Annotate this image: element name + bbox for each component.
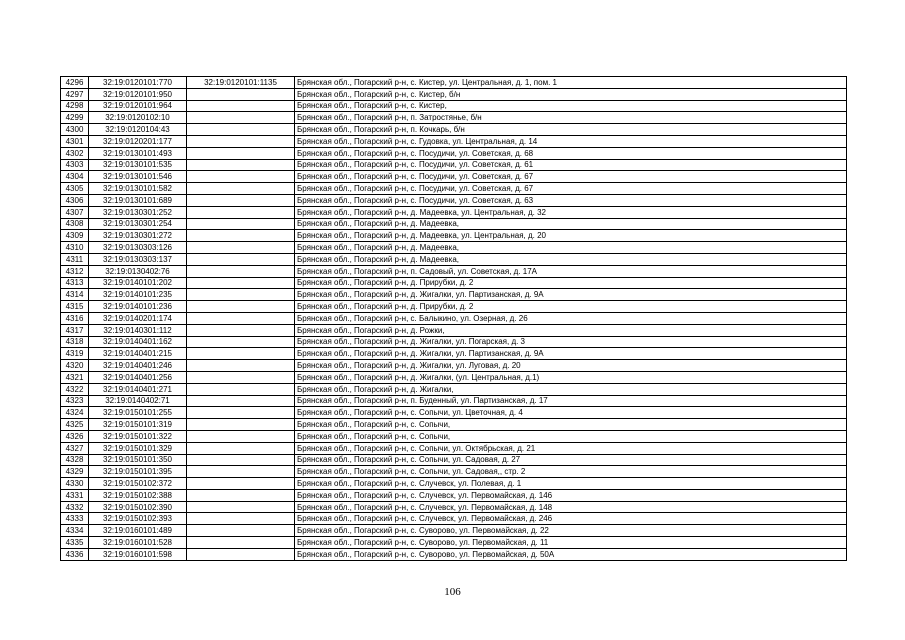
address-cell: Брянская обл., Погарский р-н, с. Сопычи, <box>295 430 847 442</box>
row-number-cell: 4304 <box>61 171 89 183</box>
address-cell: Брянская обл., Погарский р-н, с. Посудичи, ул. Советская, д. 61 <box>295 159 847 171</box>
address-cell: Брянская обл., Погарский р-н, д. Мадеевка, <box>295 218 847 230</box>
cadastral-number-cell: 32:19:0120201:177 <box>89 135 187 147</box>
table-row <box>61 301 847 313</box>
table-row <box>61 548 847 560</box>
parent-cadastral-number-cell <box>187 277 295 289</box>
address-cell: Брянская обл., Погарский р-н, с. Посудичи, ул. Советская, д. 67 <box>295 171 847 183</box>
table-row <box>61 360 847 372</box>
table-row <box>61 537 847 549</box>
row-number-cell: 4309 <box>61 230 89 242</box>
row-number-cell: 4302 <box>61 147 89 159</box>
address-cell: Брянская обл., Погарский р-н, с. Суворово, ул. Первомайская, д. 50А <box>295 548 847 560</box>
table-row <box>61 194 847 206</box>
address-cell: Брянская обл., Погарский р-н, п. Затростянье, б/н <box>295 112 847 124</box>
parent-cadastral-number-cell <box>187 383 295 395</box>
table-row <box>61 395 847 407</box>
cadastral-number-cell: 32:19:0130101:546 <box>89 171 187 183</box>
row-number-cell: 4336 <box>61 548 89 560</box>
parent-cadastral-number-cell <box>187 183 295 195</box>
parent-cadastral-number-cell <box>187 289 295 301</box>
row-number-cell: 4297 <box>61 88 89 100</box>
address-cell: Брянская обл., Погарский р-н, с. Случевск, ул. Первомайская, д. 246 <box>295 513 847 525</box>
parent-cadastral-number-cell <box>187 407 295 419</box>
row-number-cell: 4333 <box>61 513 89 525</box>
cadastral-number-cell: 32:19:0140401:271 <box>89 383 187 395</box>
address-cell: Брянская обл., Погарский р-н, д. Жигалки, (ул. Центральная, д.1) <box>295 371 847 383</box>
cadastral-number-cell: 32:19:0120101:950 <box>89 88 187 100</box>
parent-cadastral-number-cell <box>187 206 295 218</box>
address-cell: Брянская обл., Погарский р-н, с. Случевск, ул. Полевая, д. 1 <box>295 478 847 490</box>
cadastral-number-cell: 32:19:0160101:489 <box>89 525 187 537</box>
table-row <box>61 525 847 537</box>
row-number-cell: 4296 <box>61 77 89 89</box>
parent-cadastral-number-cell <box>187 348 295 360</box>
cadastral-number-cell: 32:19:0150101:255 <box>89 407 187 419</box>
address-cell: Брянская обл., Погарский р-н, п. Кочкарь, б/н <box>295 124 847 136</box>
parent-cadastral-number-cell <box>187 501 295 513</box>
cadastral-number-cell: 32:19:0130301:252 <box>89 206 187 218</box>
row-number-cell: 4306 <box>61 194 89 206</box>
table-row <box>61 265 847 277</box>
address-cell: Брянская обл., Погарский р-н, с. Посудичи, ул. Советская, д. 68 <box>295 147 847 159</box>
row-number-cell: 4323 <box>61 395 89 407</box>
cadastral-number-cell: 32:19:0140401:162 <box>89 336 187 348</box>
table-row <box>61 430 847 442</box>
parent-cadastral-number-cell <box>187 124 295 136</box>
table-row <box>61 230 847 242</box>
row-number-cell: 4308 <box>61 218 89 230</box>
cadastral-number-cell: 32:19:0140301:112 <box>89 324 187 336</box>
row-number-cell: 4320 <box>61 360 89 372</box>
register-table-body <box>61 77 847 561</box>
table-row <box>61 124 847 136</box>
cadastral-number-cell: 32:19:0140402:71 <box>89 395 187 407</box>
cadastral-number-cell: 32:19:0130101:493 <box>89 147 187 159</box>
cadastral-number-cell: 32:19:0140401:256 <box>89 371 187 383</box>
table-row <box>61 147 847 159</box>
row-number-cell: 4312 <box>61 265 89 277</box>
row-number-cell: 4334 <box>61 525 89 537</box>
row-number-cell: 4319 <box>61 348 89 360</box>
parent-cadastral-number-cell <box>187 489 295 501</box>
parent-cadastral-number-cell <box>187 112 295 124</box>
row-number-cell: 4298 <box>61 100 89 112</box>
table-row <box>61 77 847 89</box>
cadastral-number-cell: 32:19:0140401:215 <box>89 348 187 360</box>
address-cell: Брянская обл., Погарский р-н, с. Случевск, ул. Первомайская, д. 146 <box>295 489 847 501</box>
row-number-cell: 4316 <box>61 312 89 324</box>
row-number-cell: 4303 <box>61 159 89 171</box>
parent-cadastral-number-cell <box>187 135 295 147</box>
table-row <box>61 218 847 230</box>
address-cell: Брянская обл., Погарский р-н, с. Посудичи, ул. Советская, д. 63 <box>295 194 847 206</box>
address-cell: Брянская обл., Погарский р-н, с. Сопычи, ул. Садовая,, стр. 2 <box>295 466 847 478</box>
parent-cadastral-number-cell <box>187 466 295 478</box>
table-row <box>61 489 847 501</box>
table-row <box>61 277 847 289</box>
cadastral-number-cell: 32:19:0130101:582 <box>89 183 187 195</box>
parent-cadastral-number-cell <box>187 513 295 525</box>
table-row <box>61 501 847 513</box>
address-cell: Брянская обл., Погарский р-н, д. Мадеевка, <box>295 253 847 265</box>
cadastral-number-cell: 32:19:0150101:329 <box>89 442 187 454</box>
row-number-cell: 4317 <box>61 324 89 336</box>
table-row <box>61 312 847 324</box>
row-number-cell: 4314 <box>61 289 89 301</box>
address-cell: Брянская обл., Погарский р-н, д. Мадеевка, ул. Центральная, д. 20 <box>295 230 847 242</box>
row-number-cell: 4328 <box>61 454 89 466</box>
address-cell: Брянская обл., Погарский р-н, п. Буденный, ул. Партизанская, д. 17 <box>295 395 847 407</box>
table-row <box>61 336 847 348</box>
cadastral-number-cell: 32:19:0150101:350 <box>89 454 187 466</box>
parent-cadastral-number-cell <box>187 230 295 242</box>
parent-cadastral-number-cell <box>187 100 295 112</box>
cadastral-number-cell: 32:19:0130402:76 <box>89 265 187 277</box>
address-cell: Брянская обл., Погарский р-н, д. Прирубки, д. 2 <box>295 277 847 289</box>
cadastral-number-cell: 32:19:0140101:236 <box>89 301 187 313</box>
cadastral-number-cell: 32:19:0160101:598 <box>89 548 187 560</box>
address-cell: Брянская обл., Погарский р-н, д. Мадеевка, ул. Центральная, д. 32 <box>295 206 847 218</box>
row-number-cell: 4326 <box>61 430 89 442</box>
table-row <box>61 289 847 301</box>
address-cell: Брянская обл., Погарский р-н, с. Сопычи, ул. Цветочная, д. 4 <box>295 407 847 419</box>
parent-cadastral-number-cell <box>187 442 295 454</box>
parent-cadastral-number-cell <box>187 537 295 549</box>
table-row <box>61 112 847 124</box>
row-number-cell: 4324 <box>61 407 89 419</box>
cadastral-number-cell: 32:19:0130301:272 <box>89 230 187 242</box>
cadastral-number-cell: 32:19:0120101:964 <box>89 100 187 112</box>
cadastral-number-cell: 32:19:0130101:535 <box>89 159 187 171</box>
row-number-cell: 4329 <box>61 466 89 478</box>
row-number-cell: 4299 <box>61 112 89 124</box>
address-cell: Брянская обл., Погарский р-н, с. Суворово, ул. Первомайская, д. 22 <box>295 525 847 537</box>
row-number-cell: 4313 <box>61 277 89 289</box>
table-row <box>61 171 847 183</box>
address-cell: Брянская обл., Погарский р-н, д. Рожки, <box>295 324 847 336</box>
parent-cadastral-number-cell <box>187 430 295 442</box>
property-register-table <box>60 76 847 561</box>
row-number-cell: 4325 <box>61 419 89 431</box>
table-row <box>61 135 847 147</box>
parent-cadastral-number-cell <box>187 336 295 348</box>
cadastral-number-cell: 32:19:0140201:174 <box>89 312 187 324</box>
address-cell: Брянская обл., Погарский р-н, д. Жигалки, ул. Партизанская, д. 9А <box>295 289 847 301</box>
address-cell: Брянская обл., Погарский р-н, д. Жигалки, <box>295 383 847 395</box>
table-row <box>61 383 847 395</box>
address-cell: Брянская обл., Погарский р-н, д. Мадеевка, <box>295 242 847 254</box>
cadastral-number-cell: 32:19:0120104:43 <box>89 124 187 136</box>
cadastral-number-cell: 32:19:0130101:689 <box>89 194 187 206</box>
cadastral-number-cell: 32:19:0150101:395 <box>89 466 187 478</box>
address-cell: Брянская обл., Погарский р-н, п. Садовый, ул. Советская, д. 17А <box>295 265 847 277</box>
parent-cadastral-number-cell <box>187 159 295 171</box>
table-row <box>61 183 847 195</box>
address-cell: Брянская обл., Погарский р-н, д. Прирубки, д. 2 <box>295 301 847 313</box>
address-cell: Брянская обл., Погарский р-н, д. Жигалки, ул. Погарская, д. 3 <box>295 336 847 348</box>
address-cell: Брянская обл., Погарский р-н, с. Балыкино, ул. Озерная, д. 26 <box>295 312 847 324</box>
table-row <box>61 242 847 254</box>
address-cell: Брянская обл., Погарский р-н, с. Случевск, ул. Первомайская, д. 148 <box>295 501 847 513</box>
table-row <box>61 407 847 419</box>
row-number-cell: 4322 <box>61 383 89 395</box>
row-number-cell: 4331 <box>61 489 89 501</box>
row-number-cell: 4327 <box>61 442 89 454</box>
parent-cadastral-number-cell <box>187 371 295 383</box>
table-row <box>61 371 847 383</box>
address-cell: Брянская обл., Погарский р-н, с. Кистер, ул. Центральная, д. 1, пом. 1 <box>295 77 847 89</box>
row-number-cell: 4300 <box>61 124 89 136</box>
cadastral-number-cell: 32:19:0120102:10 <box>89 112 187 124</box>
row-number-cell: 4332 <box>61 501 89 513</box>
row-number-cell: 4301 <box>61 135 89 147</box>
row-number-cell: 4307 <box>61 206 89 218</box>
row-number-cell: 4311 <box>61 253 89 265</box>
table-row <box>61 348 847 360</box>
cadastral-number-cell: 32:19:0150102:372 <box>89 478 187 490</box>
parent-cadastral-number-cell <box>187 242 295 254</box>
address-cell: Брянская обл., Погарский р-н, с. Сопычи, ул. Октябрьская, д. 21 <box>295 442 847 454</box>
cadastral-number-cell: 32:19:0140101:235 <box>89 289 187 301</box>
parent-cadastral-number-cell <box>187 253 295 265</box>
cadastral-number-cell: 32:19:0150102:390 <box>89 501 187 513</box>
cadastral-number-cell: 32:19:0150101:319 <box>89 419 187 431</box>
table-row <box>61 324 847 336</box>
row-number-cell: 4310 <box>61 242 89 254</box>
parent-cadastral-number-cell <box>187 419 295 431</box>
parent-cadastral-number-cell <box>187 525 295 537</box>
address-cell: Брянская обл., Погарский р-н, с. Посудичи, ул. Советская, д. 67 <box>295 183 847 195</box>
page-number: 106 <box>444 586 461 598</box>
table-row <box>61 513 847 525</box>
address-cell: Брянская обл., Погарский р-н, с. Кистер, <box>295 100 847 112</box>
cadastral-number-cell: 32:19:0120101:770 <box>89 77 187 89</box>
table-row <box>61 88 847 100</box>
cadastral-number-cell: 32:19:0140101:202 <box>89 277 187 289</box>
parent-cadastral-number-cell <box>187 454 295 466</box>
table-row <box>61 442 847 454</box>
cadastral-number-cell: 32:19:0150102:393 <box>89 513 187 525</box>
parent-cadastral-number-cell <box>187 194 295 206</box>
table-row <box>61 159 847 171</box>
parent-cadastral-number-cell <box>187 360 295 372</box>
table-row <box>61 419 847 431</box>
parent-cadastral-number-cell <box>187 171 295 183</box>
parent-cadastral-number-cell <box>187 312 295 324</box>
parent-cadastral-number-cell <box>187 88 295 100</box>
address-cell: Брянская обл., Погарский р-н, д. Жигалки, ул. Луговая, д. 20 <box>295 360 847 372</box>
address-cell: Брянская обл., Погарский р-н, с. Сопычи, ул. Садовая, д. 27 <box>295 454 847 466</box>
table-row <box>61 466 847 478</box>
table-row <box>61 454 847 466</box>
address-cell: Брянская обл., Погарский р-н, д. Жигалки, ул. Партизанская, д. 9А <box>295 348 847 360</box>
address-cell: Брянская обл., Погарский р-н, с. Гудовка, ул. Центральная, д. 14 <box>295 135 847 147</box>
cadastral-number-cell: 32:19:0150102:388 <box>89 489 187 501</box>
parent-cadastral-number-cell <box>187 218 295 230</box>
row-number-cell: 4305 <box>61 183 89 195</box>
table-row <box>61 206 847 218</box>
address-cell: Брянская обл., Погарский р-н, с. Суворово, ул. Первомайская, д. 11 <box>295 537 847 549</box>
cadastral-number-cell: 32:19:0140401:246 <box>89 360 187 372</box>
parent-cadastral-number-cell <box>187 324 295 336</box>
cadastral-number-cell: 32:19:0130303:126 <box>89 242 187 254</box>
cadastral-number-cell: 32:19:0160101:528 <box>89 537 187 549</box>
cadastral-number-cell: 32:19:0130303:137 <box>89 253 187 265</box>
address-cell: Брянская обл., Погарский р-н, с. Кистер, б/н <box>295 88 847 100</box>
row-number-cell: 4335 <box>61 537 89 549</box>
parent-cadastral-number-cell <box>187 147 295 159</box>
parent-cadastral-number-cell <box>187 265 295 277</box>
parent-cadastral-number-cell <box>187 548 295 560</box>
table-row <box>61 253 847 265</box>
row-number-cell: 4318 <box>61 336 89 348</box>
parent-cadastral-number-cell: 32:19:0120101:1135 <box>187 77 295 89</box>
cadastral-number-cell: 32:19:0150101:322 <box>89 430 187 442</box>
row-number-cell: 4330 <box>61 478 89 490</box>
table-row <box>61 478 847 490</box>
row-number-cell: 4315 <box>61 301 89 313</box>
parent-cadastral-number-cell <box>187 395 295 407</box>
parent-cadastral-number-cell <box>187 301 295 313</box>
address-cell: Брянская обл., Погарский р-н, с. Сопычи, <box>295 419 847 431</box>
row-number-cell: 4321 <box>61 371 89 383</box>
table-row <box>61 100 847 112</box>
cadastral-number-cell: 32:19:0130301:254 <box>89 218 187 230</box>
parent-cadastral-number-cell <box>187 478 295 490</box>
